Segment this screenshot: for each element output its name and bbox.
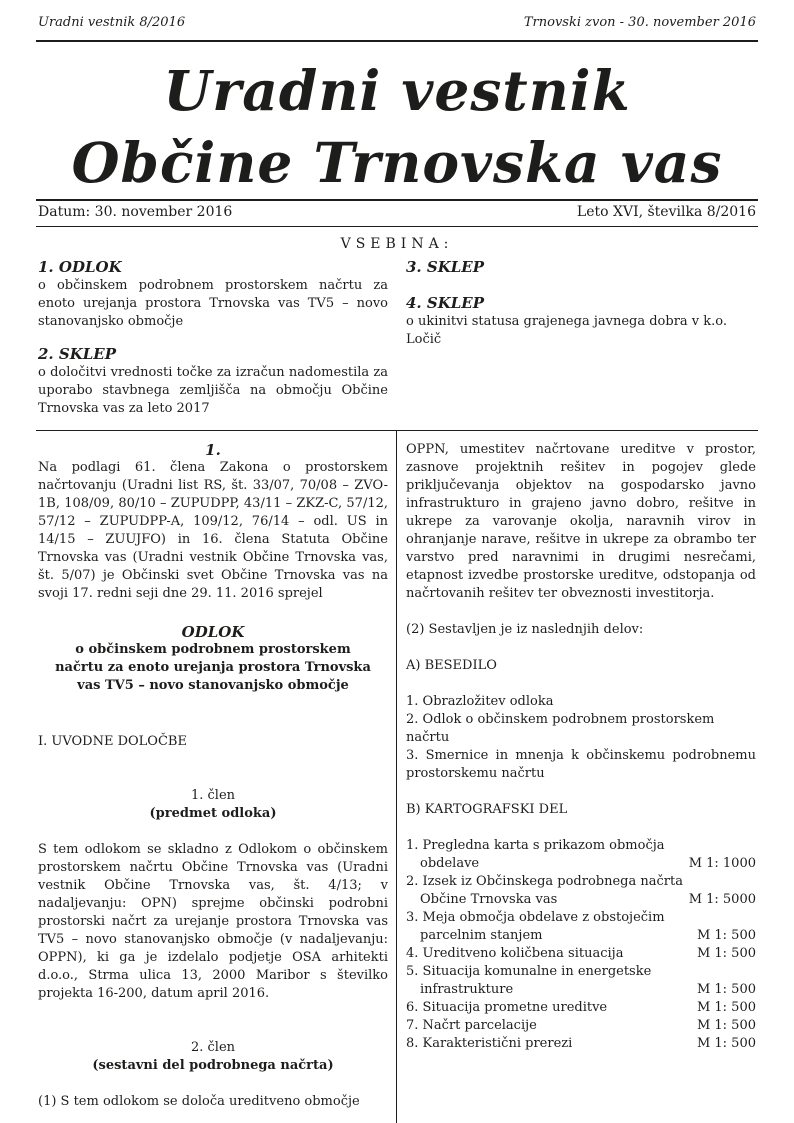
map-scale: M 1: 500 bbox=[696, 1036, 756, 1051]
preamble: Na podlagi 61. člena Zakona o prostorskem načrtovanju (Uradni list RS, št. 33/07, 70/08 – ZVO-1B, 108/09, 80/10 – ZUPUDPP, 43/11 – ZKZ-C, 57/12, 57/12 – ZUPUDPP-A, 109/12, 76/14 – odl. US in 14/15 – ZUUJFO) in 16. člena Statuta Občine Trnovska vas (Uradni vestnik Občine Trnovska vas, št. 5/07) je Občinski svet Občine Trnovska vas na svoji 17. redni seji dne 29. 11. 2016 sprejel bbox=[38, 460, 388, 601]
list-item: 2. Odlok o občinskem podrobnem prostorskem načrtu bbox=[406, 712, 715, 745]
map-item-4 bbox=[406, 945, 756, 963]
toc-item-1-title: 1. ODLOK bbox=[38, 258, 122, 276]
list-item: 1. Obrazložitev odloka bbox=[406, 694, 554, 709]
masthead-line1: Uradni vestnik bbox=[163, 58, 631, 123]
map-item-line: Občine Trnovska vas bbox=[420, 892, 558, 907]
clen2-subtitle: (sestavni del podrobnega načrta) bbox=[92, 1058, 334, 1073]
issue-date: Datum: 30. november 2016 bbox=[38, 204, 233, 220]
map-item-line: 5. Situacija komunalne in energetske bbox=[406, 964, 652, 979]
part-a-heading: A) BESEDILO bbox=[406, 658, 497, 673]
right-paragraph-1: OPPN, umestitev načrtovane ureditve v prostor, zasnove projektnih rešitev in pogojev glede priključevanja objektov na gospodarsko javno infrastrukturo in grajeno javno dobro, rešitve in ukrepe za varovanje okolja, naravnih virov in ohranjanje narave, rešitve in ukrepe za obrambo ter varstvo pred naravnimi in drugimi nesrečami, etapnost izvedbe prostorske ureditve, odstopanja od načrtovanih rešitev ter obveznosti investitorja. bbox=[406, 442, 756, 601]
clen2-text: (1) S tem odlokom se določa ureditveno območje bbox=[38, 1094, 360, 1109]
clen1-title: 1. člen bbox=[190, 788, 236, 803]
map-item-5 bbox=[406, 963, 756, 999]
map-item-line: 4. Ureditveno količbena situacija bbox=[406, 946, 624, 961]
issue-number: Leto XVI, številka 8/2016 bbox=[576, 204, 756, 220]
right-column bbox=[406, 441, 756, 1053]
left-column bbox=[38, 441, 388, 1111]
article-number: 1. bbox=[205, 441, 221, 459]
map-item-1 bbox=[406, 837, 756, 873]
contents-left bbox=[38, 258, 388, 418]
odlok-title: ODLOK bbox=[181, 623, 245, 641]
masthead-line2: Občine Trnovska vas bbox=[71, 130, 723, 195]
toc-item-2-title: 2. SKLEP bbox=[38, 345, 117, 363]
running-header-left: Uradni vestnik 8/2016 bbox=[38, 15, 186, 30]
contents-heading: VSEBINA: bbox=[340, 236, 454, 252]
toc-item-4-text: o ukinitvi statusa grajenega javnega dobra v k.o. Ločič bbox=[406, 314, 728, 347]
map-scale: M 1: 1000 bbox=[688, 856, 756, 871]
header-rule bbox=[36, 40, 758, 42]
map-scale: M 1: 5000 bbox=[688, 892, 756, 907]
map-scale: M 1: 500 bbox=[696, 1018, 756, 1033]
clen1-text: S tem odlokom se skladno z Odlokom o občinskem prostorskem načrtu Občine Trnovska vas (Uradni vestnik Občine Trnovska vas, št. 4/13; v nadaljevanju: OPN) sprejme občinski podrobni prostorski načrt za urejanje prostora Trnovska vas TV5 – novo stanovanjsko območje (v nadaljevanju: OPPN), ki ga je izdelalo podjetje OSA arhitekti d.o.o., Strma ulica 13, 2000 Maribor s številko projekta 16-200, datum april 2016. bbox=[38, 842, 388, 1001]
masthead-rule bbox=[36, 199, 758, 201]
map-item-line: 7. Načrt parcelacije bbox=[406, 1018, 537, 1033]
map-item-7 bbox=[406, 1017, 756, 1035]
map-item-6 bbox=[406, 999, 756, 1017]
clen2-title: 2. člen bbox=[190, 1040, 236, 1055]
column-divider bbox=[396, 431, 397, 1123]
map-item-line: 8. Karakteristični prerezi bbox=[406, 1036, 573, 1051]
part-b-list bbox=[406, 837, 756, 1053]
map-item-line: 3. Meja območja obdelave z obstoječim bbox=[406, 910, 665, 925]
map-scale: M 1: 500 bbox=[696, 982, 756, 997]
map-item-line: obdelave bbox=[420, 856, 480, 871]
toc-item-3-title: 3. SKLEP bbox=[406, 258, 485, 276]
map-item-3 bbox=[406, 909, 756, 945]
map-item-8 bbox=[406, 1035, 756, 1053]
section-heading: I. UVODNE DOLOČBE bbox=[38, 734, 187, 749]
clen1-subtitle: (predmet odloka) bbox=[149, 806, 277, 821]
contents-right bbox=[406, 258, 756, 349]
info-rule bbox=[36, 226, 758, 227]
running-header-right: Trnovski zvon - 30. november 2016 bbox=[523, 15, 756, 30]
odlok-subtitle: o občinskem podrobnem prostorskem načrtu za enoto urejanja prostora Trnovska vas TV5 – novo stanovanjsko območje bbox=[55, 642, 371, 693]
map-scale: M 1: 500 bbox=[696, 928, 756, 943]
contents-rule bbox=[36, 430, 758, 431]
map-scale: M 1: 500 bbox=[696, 1000, 756, 1015]
map-item-line: 2. Izsek iz Občinskega podrobnega načrta bbox=[406, 874, 683, 889]
map-item-2 bbox=[406, 873, 756, 909]
map-item-line: 1. Pregledna karta s prikazom območja bbox=[406, 838, 665, 853]
map-item-line: parcelnim stanjem bbox=[420, 928, 543, 943]
map-item-line: infrastrukture bbox=[420, 982, 514, 997]
part-b-heading: B) KARTOGRAFSKI DEL bbox=[406, 802, 568, 817]
toc-item-4-title: 4. SKLEP bbox=[406, 294, 485, 312]
toc-item-1-text: o občinskem podrobnem prostorskem načrtu za enoto urejanja prostora Trnovska vas TV5 – novo stanovanjsko območje bbox=[38, 278, 388, 329]
right-paragraph-2: (2) Sestavljen je iz naslednjih delov: bbox=[406, 622, 644, 637]
toc-item-2-text: o določitvi vrednosti točke za izračun nadomestila za uporabo stavbnega zemljišča na območju Občine Trnovska vas za leto 2017 bbox=[38, 365, 388, 416]
map-scale: M 1: 500 bbox=[696, 946, 756, 961]
list-item: 3. Smernice in mnenja k občinskemu podrobnemu prostorskemu načrtu bbox=[406, 748, 756, 781]
part-a-list bbox=[406, 693, 756, 783]
map-item-line: 6. Situacija prometne ureditve bbox=[406, 1000, 608, 1015]
